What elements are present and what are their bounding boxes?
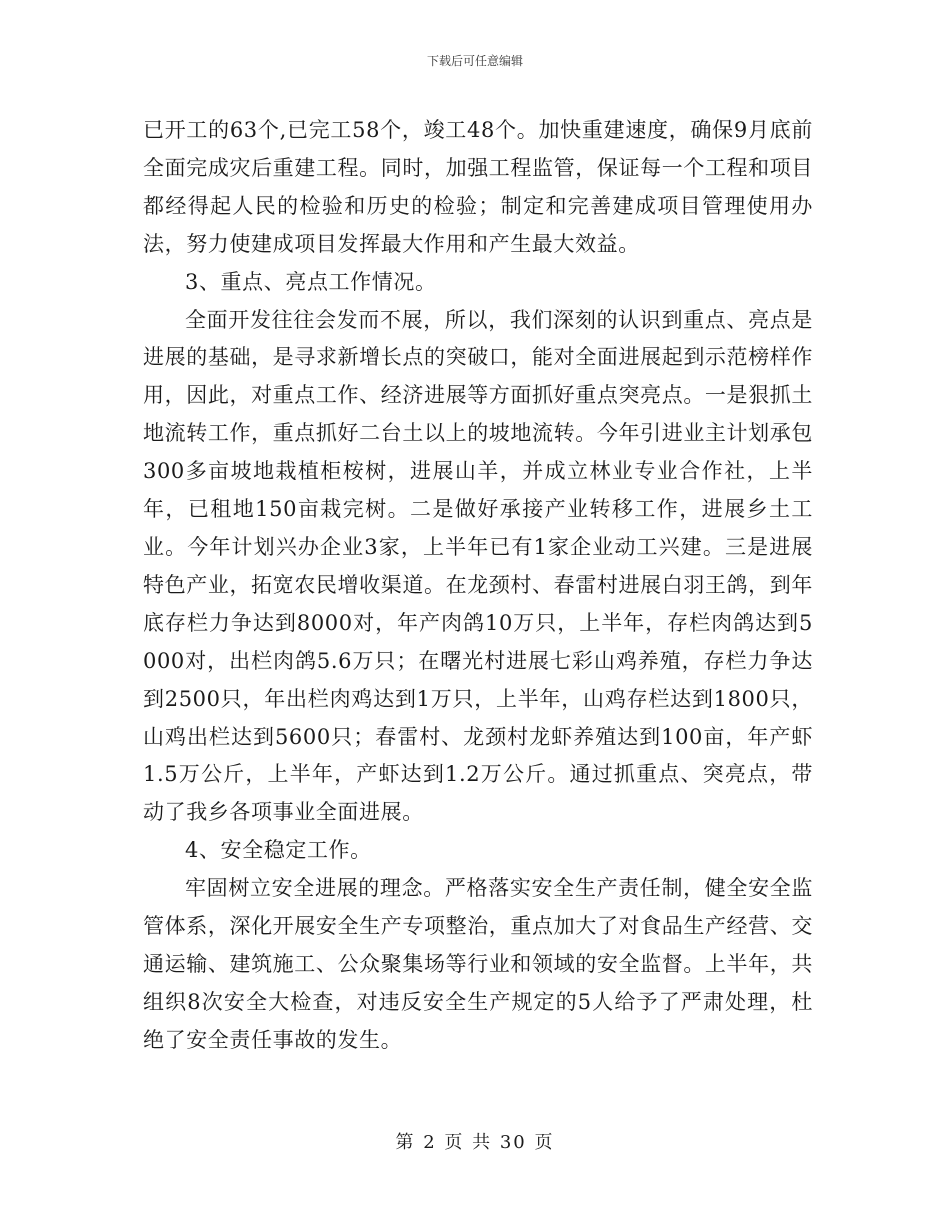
- paragraph-safety: 牢固树立安全进展的理念。严格落实安全生产责任制，健全安全监管体系，深化开展安全生产专项整治，重点加大了对食品生产经营、交通运输、建筑施工、公众聚集场等行业和领域的安全监督。上半年，共组织8次安全大检查，对违反安全生产规定的5人给予了严肃处理，杜绝了安全责任事故的发生。: [143, 876, 813, 1052]
- page-header-note: 下载后可任意编辑: [426, 54, 523, 68]
- section-heading-safety: 4、安全稳定工作。: [185, 838, 372, 863]
- paragraph-key-work: 全面开发往往会发而不展，所以，我们深刻的认识到重点、亮点是进展的基础，是寻求新增长点的突破口，能对全面进展起到示范榜样作用，因此，对重点工作、经济进展等方面抓好重点突亮点。一是狠抓土地流转工作，重点抓好二台土以上的坡地流转。今年引进业主计划承包300多亩坡地栽植柜桉树，进展山羊，并成立林业专业合作社，上半年，已租地150亩栽完树。二是做好承接产业转移工作，进展乡土工业。今年计划兴办企业3家，上半年已有1家企业动工兴建。三是进展特色产业，拓宽农民增收渠道。在龙颈村、春雷村进展白羽王鸽，到年底存栏力争达到8000对，年产肉鸽10万只，上半年，存栏肉鸽达到5000对，出栏肉鸽5.6万只；在曙光村进展七彩山鸡养殖，存栏力争达到2500只，年出栏肉鸡达到1万只，上半年，山鸡存栏达到1800只，山鸡出栏达到5600只；春雷村、龙颈村龙虾养殖达到100亩，年产虾1.5万公斤，上半年，产虾达到1.2万公斤。通过抓重点、突亮点，带动了我乡各项事业全面进展。: [143, 307, 813, 825]
- document-body: [143, 112, 813, 1060]
- section-heading-key-work: 3、重点、亮点工作情况。: [185, 269, 437, 294]
- paragraph-continuation: 已开工的63个,已完工58个，竣工48个。加快重建速度，确保9月底前全面完成灾后重建工程。同时，加强工程监管，保证每一个工程和项目都经得起人民的检验和历史的检验；制定和完善建成项目管理使用办法，努力使建成项目发挥最大作用和产生最大效益。: [143, 118, 813, 256]
- page-number: 第 2 页 共 30 页: [395, 1132, 555, 1153]
